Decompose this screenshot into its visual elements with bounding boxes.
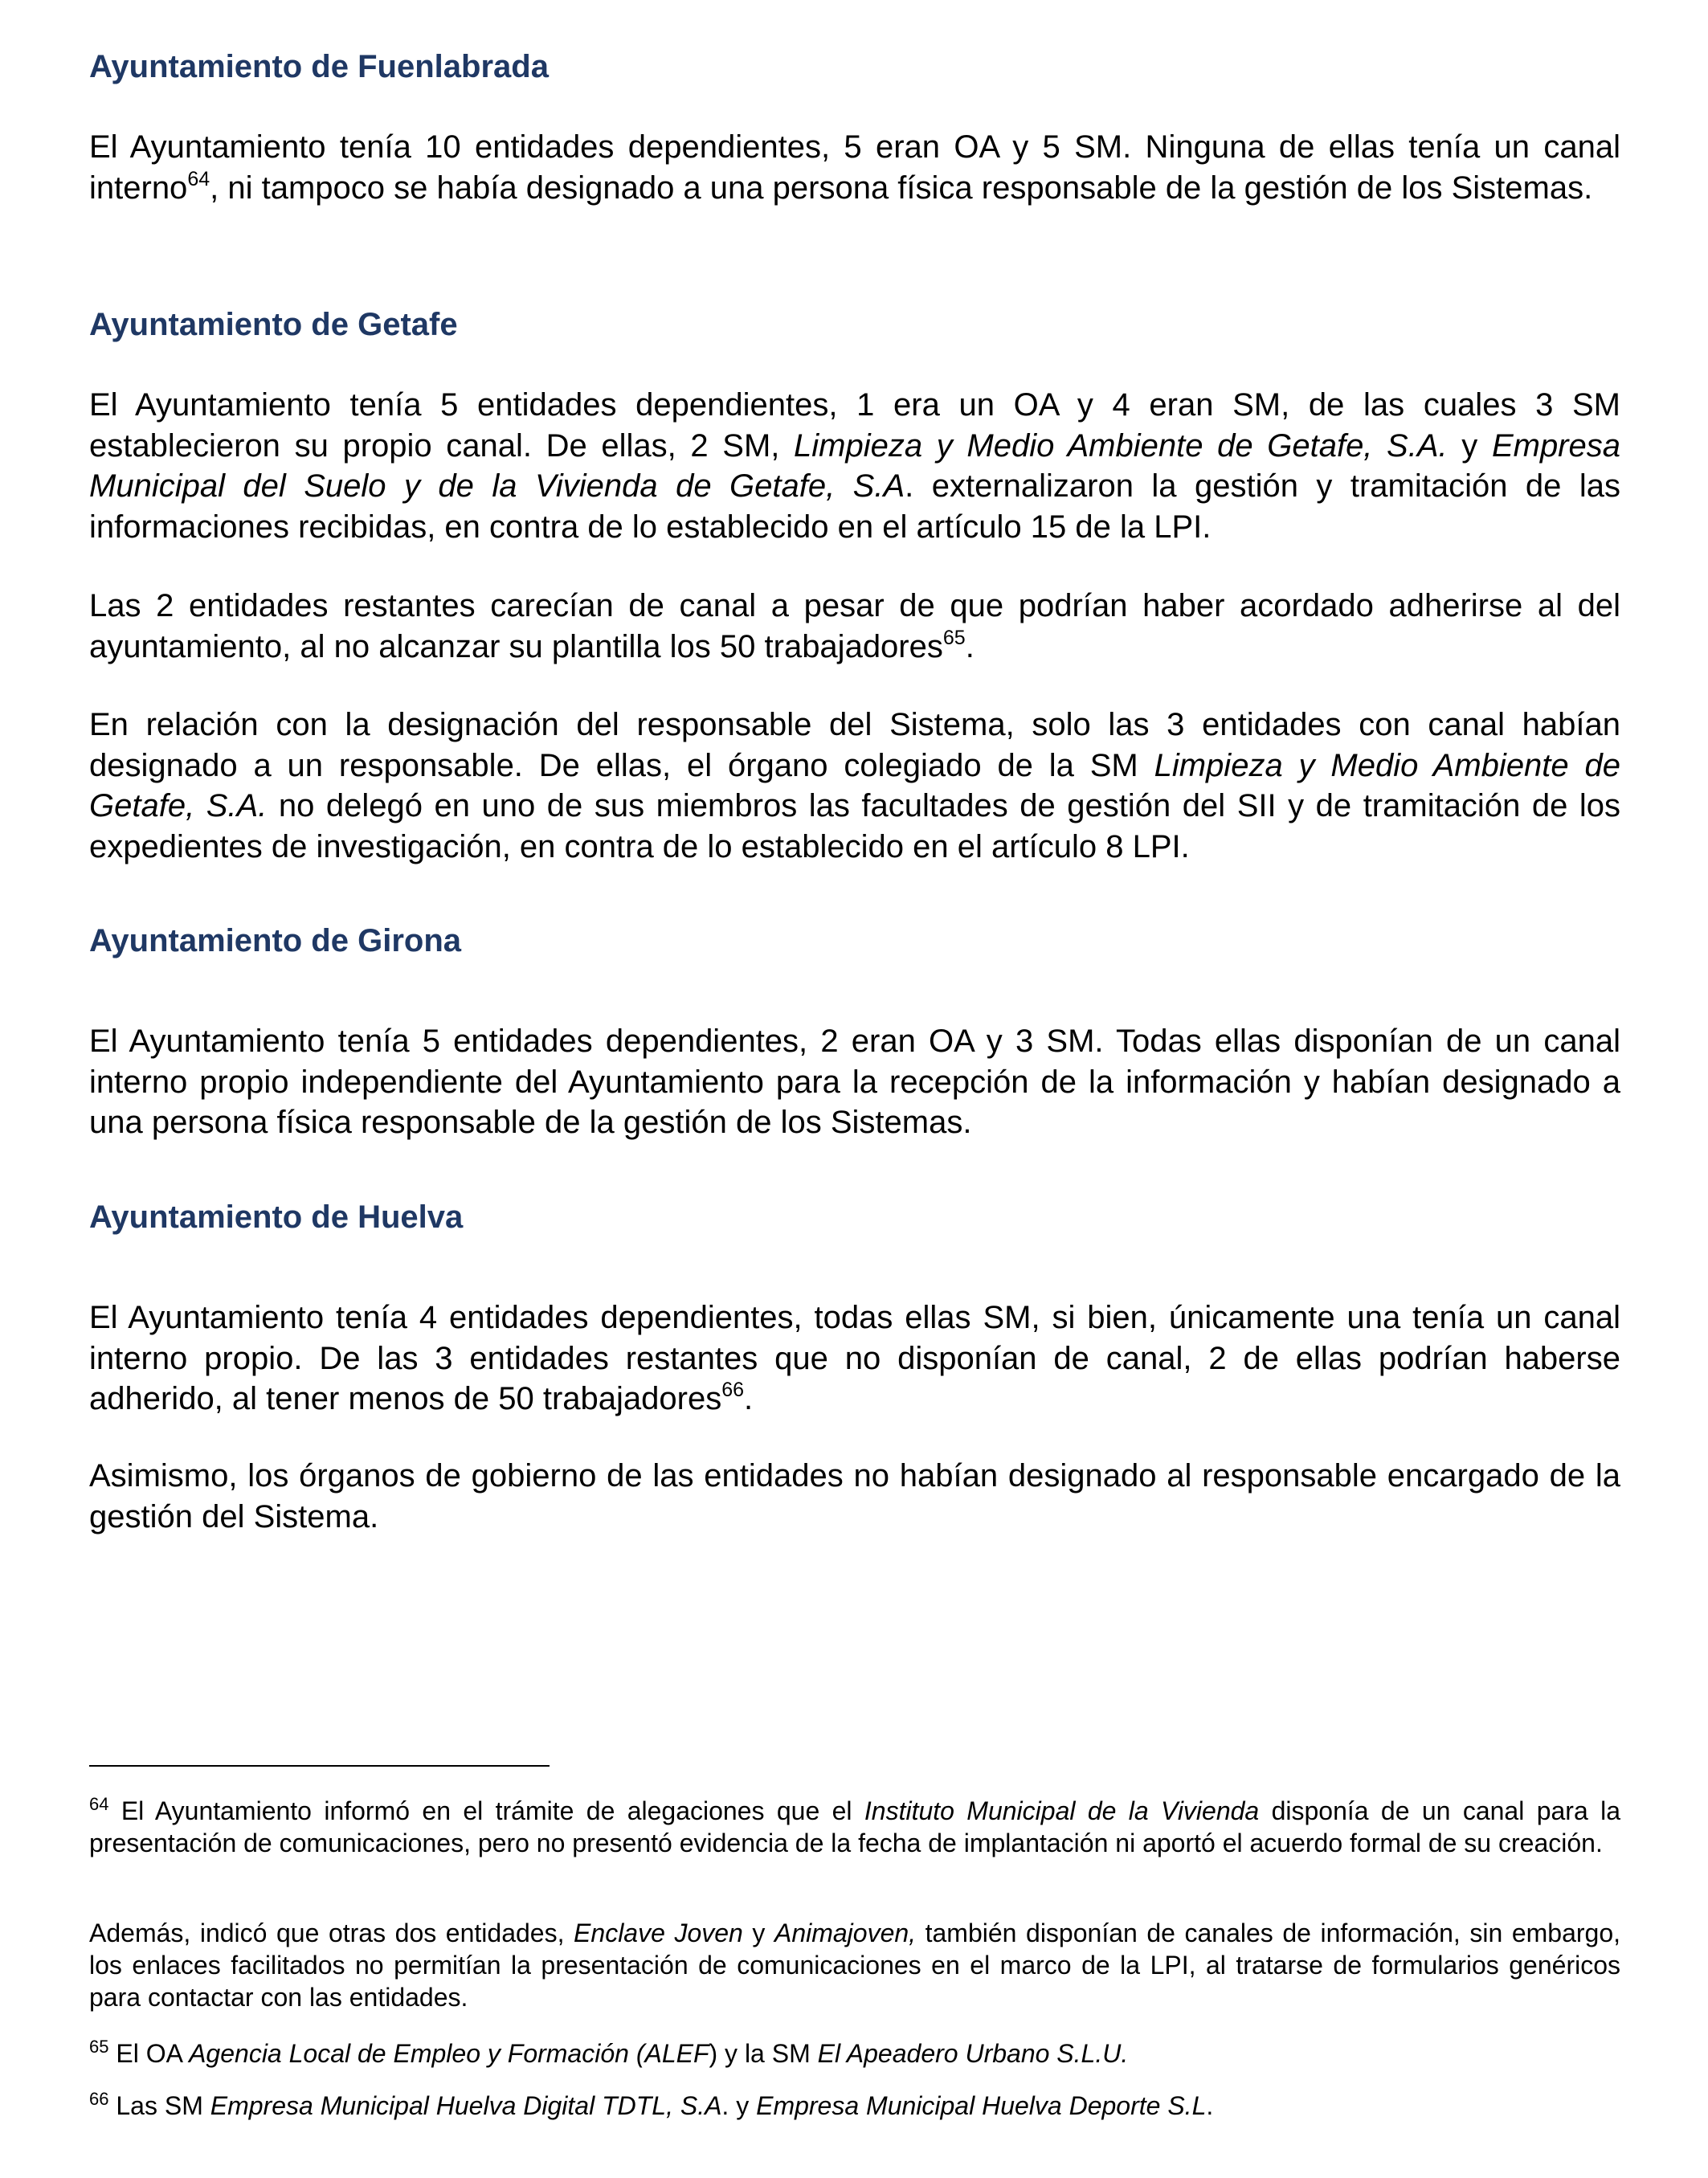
section-heading-getafe: Ayuntamiento de Getafe — [89, 307, 458, 342]
footnote-64-continued: Además, indicó que otras dos entidades, Enclave Joven y Animajoven, también disponían de canales de información, sin embargo, los enlaces facilitados no permitían la presentación de comunicaciones en el marco de la LPI, al tratarse de formularios genéricos para contactar con las entidades. — [89, 1919, 1621, 2012]
footnote-ref-64[interactable]: 64 — [187, 167, 210, 190]
paragraph-huelva-1: El Ayuntamiento tenía 4 entidades dependientes, todas ellas SM, si bien, únicamente una tenía un canal interno propio. De las 3 entidades restantes que no disponían de canal, 2 de ellas podrían haberse adherido, al tener menos de 50 trabajadores$^{66}$. — [89, 1300, 1620, 1416]
paragraph-girona: El Ayuntamiento tenía 5 entidades dependientes, 2 eran OA y 3 SM. Todas ellas disponían de un canal interno propio independiente del Ayuntamiento para la recepción de la información y habían designado a una persona física responsable de la gestión de los Sistemas. — [89, 1024, 1620, 1140]
paragraph-getafe-2: Las 2 entidades restantes carecían de canal a pesar de que podrían haber acordado adherirse al del ayuntamiento, al no alcanzar su plantilla los 50 trabajadores$^{65}$. — [89, 588, 1620, 664]
footnote-65: $^{65}$ El OA Agencia Local de Empleo y Formación (ALEF) y la SM El Apeadero Urbano S.L.U. — [89, 2037, 1129, 2068]
footnote-66: $^{66}$ Las SM Empresa Municipal Huelva Digital TDTL, S.A. y Empresa Municipal Huelva Deporte S.L. — [89, 2089, 1214, 2120]
footnote-64: $^{64}$ El Ayuntamiento informó en el trámite de alegaciones que el Instituto Municipal de la Vivienda disponía de un canal para la presentación de comunicaciones, pero no presentó evidencia de la fecha de implantación ni aportó el acuerdo formal de su creación. — [89, 1794, 1621, 1857]
paragraph-huelva-2: Asimismo, los órganos de gobierno de las entidades no habían designado al responsable encargado de la gestión del Sistema. — [89, 1458, 1620, 1534]
paragraph-fuenlabrada: El Ayuntamiento tenía 10 entidades dependientes, 5 eran OA y 5 SM. Ninguna de ellas tenía un canal interno$^{64}$, ni tampoco se había designado a una persona física responsable de la gestión de los Sistemas. — [89, 129, 1620, 206]
paragraph-getafe-1: El Ayuntamiento tenía 5 entidades dependientes, 1 era un OA y 4 eran SM, de las cuales 3 SM establecieron su propio canal. De ellas, 2 SM, Limpieza y Medio Ambiente de Getafe, S.A. y Empresa Municipal del Suelo y de la Vivienda de Getafe, S.A. externalizaron la gestión y tramitación de las informaciones recibidas, en contra de lo establecido en el artículo 15 de la LPI. — [89, 387, 1620, 545]
paragraph-getafe-3: En relación con la designación del responsable del Sistema, solo las 3 entidades con canal habían designado a un responsable. De ellas, el órgano colegiado de la SM Limpieza y Medio Ambiente de Getafe, S.A. no delegó en uno de sus miembros las facultades de gestión del SII y de tramitación de los expedientes de investigación, en contra de lo establecido en el artículo 8 LPI. — [89, 707, 1621, 864]
section-heading-fuenlabrada: Ayuntamiento de Fuenlabrada — [89, 49, 549, 84]
footnote-ref-65[interactable]: 65 — [942, 626, 966, 649]
footnote-separator — [89, 1765, 550, 1767]
footnote-ref-66[interactable]: 66 — [721, 1379, 744, 1401]
section-heading-huelva: Ayuntamiento de Huelva — [89, 1199, 464, 1235]
section-heading-girona: Ayuntamiento de Girona — [89, 923, 462, 958]
